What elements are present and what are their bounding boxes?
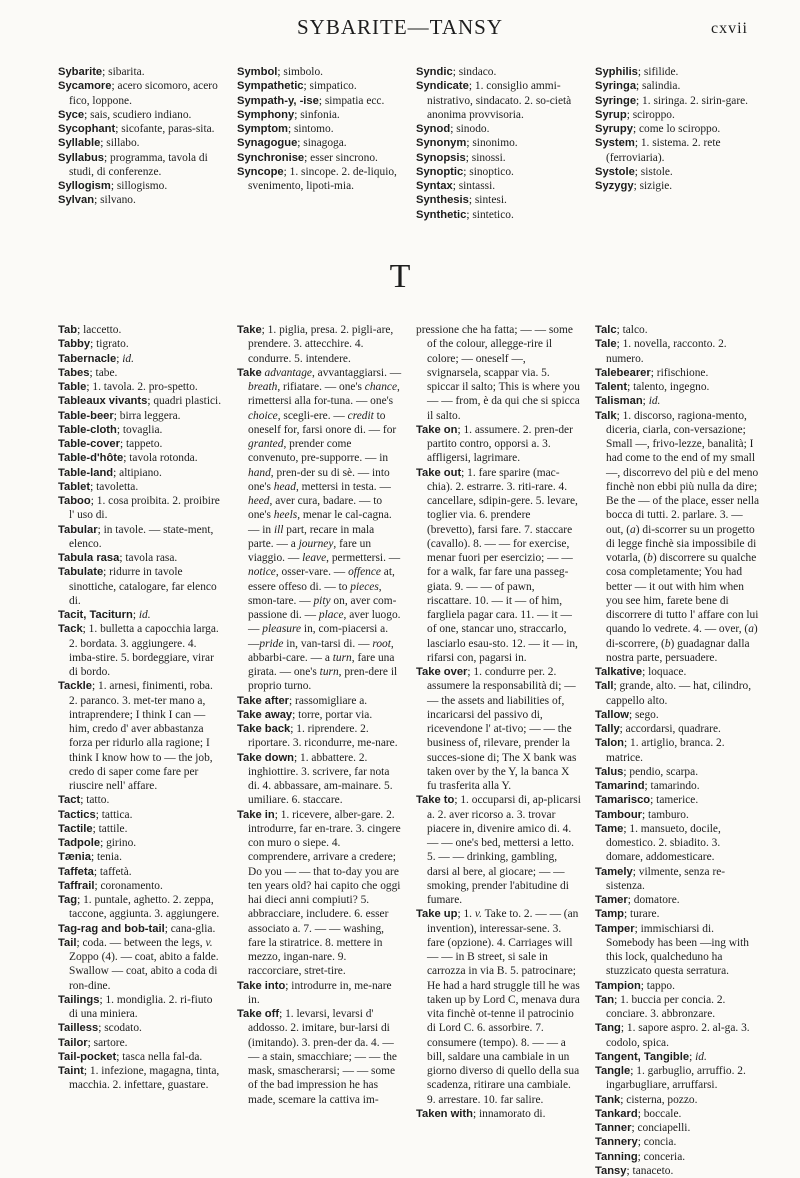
dictionary-entry: Syce; sais, scudiero indiano. (58, 108, 192, 121)
dictionary-entry: Tadpole; girino. (58, 837, 137, 849)
dictionary-entry: Tall; grande, alto. — hat, cilindro, cappello alto. (595, 680, 752, 707)
dictionary-entry: Take back; 1. riprendere. 2. riportare. 3. ricondurre, me-nare. (237, 723, 398, 750)
dictionary-entry: Talkative; loquace. (595, 666, 687, 678)
dictionary-entry: Tabula rasa; tavola rasa. (58, 552, 178, 564)
dictionary-entry: Tan; 1. buccia per concia. 2. conciare. 3. abbronzare. (595, 993, 726, 1020)
dictionary-entry: Take advantage, avvantaggiarsi. — breath, rifiatare. — one's chance, rimettersi alla for-tuna. — one's choice, scegli-ere. — credit to oneself for, farsi onore di. — for granted, prender come convenuto, pre-supporre. — in hand, pren-der su di sè. — into one's head, mettersi in testa. — heed, aver cura, badare. — to one's heels, menar le cal-cagna. — in ill part, recare in mala parte. — a journey, fare un viaggio. — leave, permettersi. — notice, osser-vare. — offence at, essere offeso di. — to pieces, smon-tare. — pity on, aver com-passione di. — place, aver luogo. — pleasure in, com-piacersi a. —pride in, van-tarsi di. — root, abbarbi-care. — a turn, fare una girata. — one's turn, pren-dere il proprio turno. (237, 366, 402, 693)
dictionary-entry: Tactics; tattica. (58, 808, 133, 821)
t-column-2 (237, 323, 402, 1178)
section-letter: T (389, 258, 411, 295)
dictionary-entry: Take in; 1. ricevere, alber-gare. 2. introdurre, far en-trare. 3. cingere con muro o siepe. 4. comprendere, arrivare a credere; Do you — — that to-day you are ten years old? hai capito che oggi hai dieci anni compiuti? 5. abbracciare, includere. 6. esser associato a. 7. — — washing, fare la stiratrice. 8. mettere in mezzo, ingan-nare. 9. raccorciare, stret-tire. (237, 808, 401, 978)
dictionary-entry: Tackle; 1. arnesi, finimenti, roba. 2. paranco. 3. met-ter mano a, intraprendere; I think I can — him, credo d' aver abbastanza forza per ridurlo alla ragione; I think I know how to — the job, credo di saper come fare per riuscire nell' affare. (58, 680, 213, 792)
dictionary-entry: Take to; 1. occuparsi di, ap-plicarsi a. 2. aver ricorso a. 3. trovar piacere in, divenire amico di. 4. — — one's bed, mettersi a letto. 5. — — drinking, gambling, darsi al bere, al giocare; — — smoking, prender l'abitudine di fumare. (416, 794, 581, 906)
dictionary-entry: Tale; 1. novella, racconto. 2. numero. (595, 338, 727, 365)
dictionary-entry: Talk; 1. discorso, ragiona-mento, diceria, ciarla, con-versazione; Small —, frivo-lezze, banalità; I had come to the end of my small —, discorrevo del più e del meno finchè non ebbi più nulla da dire; Be the — of the place, esser nella bocca di tutti. 2. parlare. 3. — out, (a) di-scorrer su un progetto di legge finchè sia impossibile di votarla, (b) discorrere su qualche cosa completamente; You had better — it out with him when you see him, farete bene di discorrere di tutto l' affare con lui quando lo vedrete. 4. — over, (a) di-scorrere, (b) guadagnar dalla nostra parte, persuadere. (595, 409, 760, 664)
dictionary-entry: Taboo; 1. cosa proibita. 2. proibire l' uso di. (58, 495, 220, 522)
dictionary-entry: Sycamore; acero sicomoro, acero fico, loppone. (58, 80, 218, 107)
dictionary-entry: Take away; torre, portar via. (237, 708, 373, 721)
s-column-1 (58, 65, 223, 222)
dictionary-entry: Tally; accordarsi, quadrare. (595, 723, 721, 735)
dictionary-entry: Tænia; tenia. (58, 851, 122, 864)
dictionary-entry: Syphilis; sifilide. (595, 66, 679, 78)
dictionary-entry: Tact; tatto. (58, 794, 110, 807)
dictionary-entry: Synthesis; sintesi. (416, 194, 507, 207)
dictionary-entry: Talus; pendio, scarpa. (595, 765, 699, 778)
t-entries-block (58, 323, 758, 1178)
dictionary-entry: Systole; sistole. (595, 165, 673, 178)
dictionary-entry: Take; 1. piglia, presa. 2. pigli-are, prendere. 3. attecchire. 4. condurre. 5. intendere. (237, 324, 394, 365)
dictionary-entry: Take on; 1. assumere. 2. pren-der partito contro, opporsi a. 3. affligersi, lagrimare. (416, 423, 573, 465)
dictionary-entry: Tanning; conceria. (595, 1150, 686, 1163)
dictionary-entry: Syrupy; come lo sciroppo. (595, 123, 721, 135)
dictionary-entry: Symbol; simbolo. (237, 66, 323, 78)
s-column-3 (416, 65, 581, 222)
dictionary-entry: Sylvan; silvano. (58, 194, 136, 207)
dictionary-entry: Symphony; sinfonia. (237, 108, 340, 121)
dictionary-entry: Talc; talco. (595, 324, 648, 336)
dictionary-entry: Tanner; conciapelli. (595, 1122, 691, 1134)
dictionary-entry: Tag; 1. puntale, aghetto. 2. zeppa, taccone, aggiunta. 3. aggiungere. (58, 894, 220, 921)
dictionary-entry: Talisman; id. (595, 395, 661, 408)
dictionary-entry: Tail; coda. — between the legs, v. Zoppo (4). — coat, abito a falde. Swallow — coat, abito a coda di ron-dine. (58, 936, 219, 992)
dictionary-entry: Syzygy; sizigie. (595, 180, 673, 192)
dictionary-entry: Syringa; salindia. (595, 80, 681, 93)
dictionary-entry: Tang; 1. sapore aspro. 2. al-ga. 3. codolo, spica. (595, 1022, 750, 1049)
dictionary-entry: Take down; 1. abbattere. 2. inghiottire. 3. scrivere, far nota di. 4. abbassare, am-mainare. 5. umiliare. 6. staccare. (237, 751, 393, 807)
dictionary-entry: Syllable; sillabo. (58, 137, 140, 150)
dictionary-entry: Sympath-y, -ise; simpatia ecc. (237, 94, 385, 107)
dictionary-entry: Tank; cisterna, pozzo. (595, 1093, 698, 1106)
dictionary-entry: Tablet; tavoletta. (58, 480, 139, 493)
dictionary-entry: Syllabus; programma, tavola di studi, di conferenze. (58, 151, 208, 178)
dictionary-entry: Take into; introdurre in, me-nare in. (237, 979, 392, 1006)
dictionary-entry: Tangent, Tangible; id. (595, 1050, 707, 1063)
dictionary-entry: Synchronise; esser sincrono. (237, 151, 378, 164)
dictionary-entry: Table-cover; tappeto. (58, 438, 163, 450)
dictionary-entry: Syringe; 1. siringa. 2. sirin-gare. (595, 94, 749, 107)
dictionary-entry: Tamely; vilmente, senza re-sistenza. (595, 865, 726, 892)
dictionary-entry: Tab; laccetto. (58, 324, 122, 336)
dictionary-entry: Tack; 1. bulletta a capocchia larga. 2. bordata. 3. aggiungere. 4. imba-stire. 5. bordeggiare, virar di bordo. (58, 623, 219, 678)
dictionary-entry: Table; 1. tavola. 2. pro-spetto. (58, 381, 198, 393)
dictionary-entry: Tactile; tattile. (58, 822, 128, 835)
t-column-4 (595, 323, 760, 1178)
t-column-3 (416, 323, 581, 1178)
dictionary-entry: Symptom; sintomo. (237, 123, 334, 135)
dictionary-entry: Sybarite; sibarita. (58, 66, 145, 78)
dictionary-entry: Table-cloth; tovaglia. (58, 423, 163, 436)
dictionary-entry: Tag-rag and bob-tail; cana-glia. (58, 922, 216, 935)
dictionary-entry: Tansy; tanaceto. (595, 1164, 674, 1177)
dictionary-entry: Take up; 1. v. Take to. 2. — — (an invention), interessar-sene. 3. fare (opzione). 4. Carriages will — — in B street, si sale in carrozza in via B. 5. patrocinare; He had a hard struggle till he was taken up by Lord C, menava dura vita finchè ot-tenne il patrocinio di Lord C. 6. assorbire. 7. consumere (tempo). 8. — — a bill, saldare una cambiale in un giorno diverso di quello della sua scadenza, ritirare una cambiale. 9. arrestare. 10. far salire. (416, 908, 580, 1106)
dictionary-entry: Table-land; altipiano. (58, 466, 162, 479)
dictionary-entry: Tannery; concia. (595, 1136, 677, 1149)
dictionary-entry: Tabes; tabe. (58, 366, 118, 379)
dictionary-entry: Tambour; tamburo. (595, 808, 689, 821)
dictionary-entry: Syndic; sindaco. (416, 66, 497, 78)
dictionary-entry: Tamp; turare. (595, 908, 660, 921)
s-entries-block (58, 65, 758, 222)
dictionary-entry: Synthetic; sintetico. (416, 208, 514, 221)
dictionary-entry: System; 1. sistema. 2. rete (ferroviaria). (595, 137, 721, 164)
dictionary-entry: Tamarind; tamarindo. (595, 780, 700, 792)
dictionary-entry: Synod; sinodo. (416, 123, 490, 135)
dictionary-entry: Tangle; 1. garbuglio, arruffio. 2. ingarbugliare, arruffarsi. (595, 1065, 746, 1092)
dictionary-entry: Talebearer; rifischione. (595, 366, 709, 379)
dictionary-entry: Sympathetic; simpatico. (237, 80, 357, 93)
dictionary-entry: Tacit, Taciturn; id. (58, 609, 151, 621)
dictionary-entry: Taint; 1. infezione, magagna, tinta, macchia. 2. infettare, guastare. (58, 1065, 220, 1092)
dictionary-entry: Taken with; innamorato di. (416, 1107, 546, 1120)
dictionary-entry: Tailless; scodato. (58, 1022, 142, 1035)
dictionary-entry: Synagogue; sinagoga. (237, 137, 347, 150)
dictionary-entry: Syllogism; sillogismo. (58, 180, 168, 192)
dictionary-entry: Tame; 1. mansueto, docile, domestico. 2. sbiadito. 3. domare, addomesticare. (595, 822, 721, 864)
dictionary-entry: Tabulate; ridurre in tavole sinottiche, catalogare, far elenco di. (58, 566, 217, 607)
dictionary-entry: Syndicate; 1. consiglio ammi-nistrativo, sindacato. 2. so-cietà anonima provvisoria. (416, 80, 572, 121)
dictionary-entry: Syrup; sciroppo. (595, 108, 675, 121)
dictionary-entry: Sycophant; sicofante, paras-sita. (58, 123, 215, 135)
dictionary-entry: Talon; 1. artiglio, branca. 2. matrice. (595, 737, 725, 764)
dictionary-entry: Tailings; 1. mondiglia. 2. ri-fiuto di una miniera. (58, 993, 213, 1020)
dictionary-entry: Tankard; boccale. (595, 1107, 682, 1120)
dictionary-entry: Synoptic; sinoptico. (416, 165, 514, 178)
dictionary-entry: Tamer; domatore. (595, 894, 680, 906)
running-head (0, 15, 800, 45)
dictionary-entry: Tamper; immischiarsi di. Somebody has been —ing with this lock, qualcheduno ha stuzzicato questa serratura. (595, 922, 750, 978)
dictionary-entry: Taffrail; coronamento. (58, 879, 163, 892)
dictionary-entry: Talent; talento, ingegno. (595, 381, 710, 393)
dictionary-entry: Table-d'hôte; tavola rotonda. (58, 452, 198, 465)
dictionary-entry: Tabby; tigrato. (58, 338, 129, 351)
dictionary-entry: Tabernacle; id. (58, 352, 134, 365)
s-column-2 (237, 65, 402, 222)
dictionary-entry: Tamarisco; tamerice. (595, 794, 699, 807)
page-number: cxvii (711, 20, 748, 37)
dictionary-entry: Taffeta; taffetà. (58, 865, 132, 878)
dictionary-entry: Tail-pocket; tasca nella fal-da. (58, 1050, 203, 1063)
dictionary-entry: Take after; rassomigliare a. (237, 694, 368, 707)
dictionary-entry: Syncope; 1. sincope. 2. de-liquio, svenimento, lipoti-mia. (237, 165, 397, 192)
dictionary-entry: Synonym; sinonimo. (416, 137, 518, 150)
dictionary-entry: Tabular; in tavole. — state-ment, elenco. (58, 523, 214, 550)
dictionary-entry: Tallow; sego. (595, 708, 659, 721)
dictionary-entry: Table-beer; birra leggera. (58, 409, 181, 422)
running-head-title: SYBARITE—TANSY (297, 15, 503, 39)
dictionary-entry: Syntax; sintassi. (416, 180, 496, 192)
t-column-1 (58, 323, 223, 1178)
dictionary-entry: Tableaux vivants; quadri plastici. (58, 395, 222, 408)
dictionary-entry: pressione che ha fatta; — — some of the colour, allegge-rire il colore; — oneself —, svignarsela, scappar via. 5. spiccar il salto; This is where you — — from, è da qui che si spicca il salto. (416, 324, 580, 422)
dictionary-entry: Tampion; tappo. (595, 979, 675, 992)
dictionary-entry: Take over; 1. condurre per. 2. assumere la responsabilità di; — — the assets and liabilities of, incaricarsi del passivo di, ricevendone l' at-tivo; — — the business of, rilevare, prender la succes-sione di; The X bank was taken over by the Y, la banca X fu trasferita alla Y. (416, 666, 577, 792)
dictionary-entry: Synopsis; sinossi. (416, 151, 506, 164)
dictionary-entry: Take out; 1. fare sparire (mac-chia). 2. estrarre. 3. riti-rare. 4. cancellare, sdipin-gere. 5. levare, toglier via. 6. prendere (brevetto), farsi fare. 7. staccare (cavallo). 8. — — for exercise, menar fuori per esercizio; — — for a walk, far fare una passeg-giata. 9. — — of pawn, riscattare. 10. — it — of him, fargliela pagar cara. 11. — it — of one, stancar uno, straccarlo, lasciarlo esau-sto. 12. — it — in, rifarsi con, pagarsi in. (416, 466, 578, 664)
s-column-4 (595, 65, 760, 222)
dictionary-entry: Tailor; sartore. (58, 1036, 128, 1049)
dictionary-entry: Take off; 1. levarsi, levarsi d' addosso. 2. imitare, bur-larsi di (imitando). 3. pren-der da. 4. — — a stain, smacchiare; — — the mask, smascherarsi; — — some of the bad impression he has made, scemare la cattiva im- (237, 1008, 397, 1106)
